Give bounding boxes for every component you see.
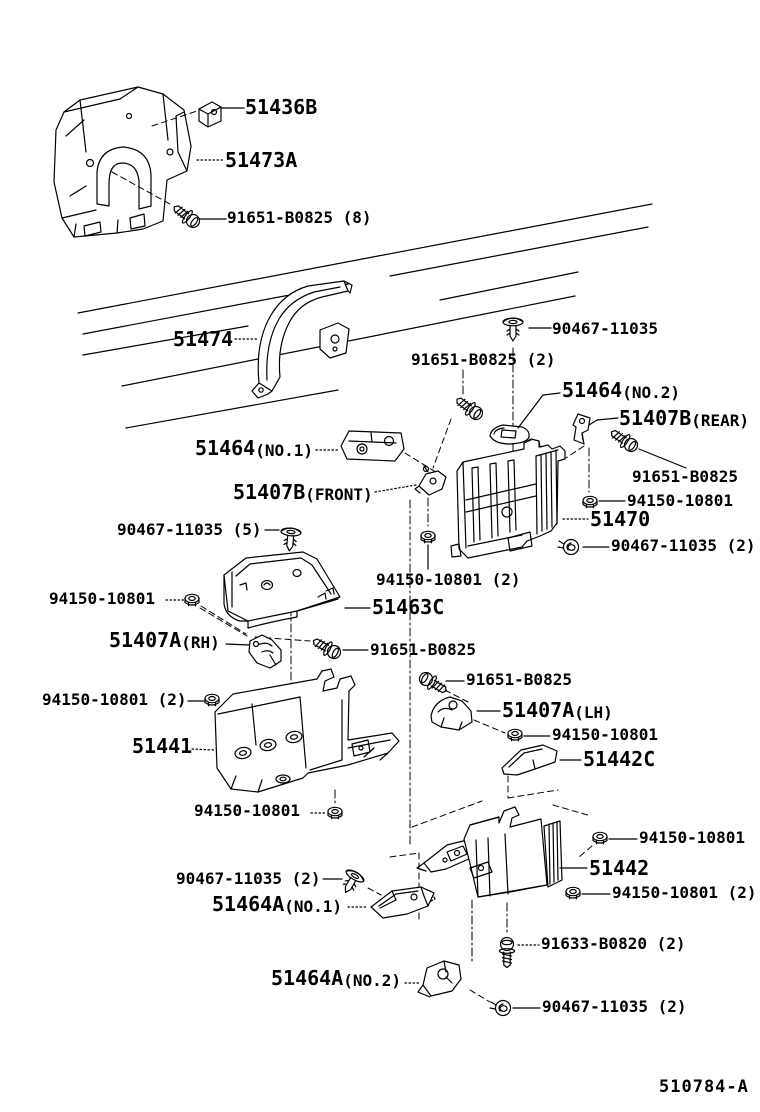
callout-91651-b0825-2: 91651-B0825 (2) (411, 350, 556, 369)
bolt-icon (499, 938, 514, 968)
callout-51464-no2: 51464 (NO.2) (562, 378, 681, 402)
callout-94150-10801: 94150-10801 (194, 801, 300, 820)
part-51441-drawing (215, 669, 399, 792)
callout-94150-10801: 94150-10801 (627, 491, 733, 510)
callout-51463c: 51463C (372, 595, 445, 619)
callout-91651-b0825: 91651-B0825 (370, 640, 476, 659)
part-51463c-drawing (224, 552, 340, 628)
callout-51436b: 51436B (245, 95, 318, 119)
grommet-clip-icon (558, 540, 579, 555)
callout-51441: 51441 (132, 734, 193, 758)
callout-51407a-lh: 51407A (LH) (502, 698, 613, 722)
callout-51442: 51442 (589, 856, 650, 880)
clip-51436b-icon (199, 102, 221, 127)
part-51407b-front-drawing (415, 466, 446, 495)
callout-94150-10801-2: 94150-10801 (2) (612, 883, 757, 902)
part-51407b-rear-drawing (573, 414, 590, 444)
callout-51407b-front: 51407B (FRONT) (233, 480, 373, 504)
callout-90467-11035-2: 90467-11035 (2) (176, 869, 321, 888)
callout-94150-10801-2: 94150-10801 (2) (42, 690, 187, 709)
part-51407a-rh-drawing (249, 635, 281, 668)
callout-91651-b0825: 91651-B0825 (466, 670, 572, 689)
bolt-icon (453, 393, 486, 423)
callout-91651-b0825: 91651-B0825 (632, 467, 738, 486)
part-51407a-lh-drawing (431, 697, 472, 730)
part-51474-drawing (252, 281, 352, 398)
pushpin-clip-icon (337, 868, 366, 898)
callout-51407b-rear: 51407B (REAR) (619, 406, 750, 430)
callout-90467-11035: 90467-11035 (552, 319, 658, 338)
callout-51464a-no1: 51464A (NO.1) (212, 892, 343, 916)
nut-icon (421, 531, 435, 543)
nut-icon (593, 832, 607, 844)
bolt-icon (417, 669, 451, 697)
callout-51470: 51470 (590, 507, 651, 531)
pushpin-clip-icon (503, 318, 523, 341)
callout-51442c: 51442C (583, 747, 656, 771)
part-51464-no1-drawing (341, 431, 404, 461)
callout-51407a-rh: 51407A (RH) (109, 628, 220, 652)
callout-91633-b0820-2: 91633-B0820 (2) (541, 934, 686, 953)
callout-94150-10801: 94150-10801 (552, 725, 658, 744)
part-51464-no2-drawing (490, 425, 529, 444)
callout-94150-10801: 94150-10801 (639, 828, 745, 847)
part-51464a-no1-drawing (371, 887, 434, 918)
callout-51474: 51474 (173, 327, 234, 351)
bolt-icon (170, 201, 203, 231)
bolt-icon (310, 634, 344, 662)
part-51473a-drawing (54, 87, 191, 237)
nut-icon (566, 887, 580, 899)
callout-51473a: 51473A (225, 148, 298, 172)
part-51442c-drawing (502, 745, 557, 775)
nut-icon (328, 807, 342, 819)
callout-90467-11035-5: 90467-11035 (5) (117, 520, 262, 539)
part-51442-drawing (417, 807, 562, 905)
callout-94150-10801-2: 94150-10801 (2) (376, 570, 521, 589)
diagram-code: 510784-A (659, 1077, 749, 1097)
part-51470-drawing (451, 439, 565, 558)
callout-91651-b0825-8: 91651-B0825 (8) (227, 208, 372, 227)
callout-90467-11035-2: 90467-11035 (2) (542, 997, 687, 1016)
callout-51464a-no2: 51464A (NO.2) (271, 966, 402, 990)
nut-icon (508, 729, 522, 741)
nut-icon (205, 694, 219, 706)
part-51464a-no2-drawing (418, 961, 461, 997)
callout-51464-no1: 51464 (NO.1) (195, 436, 314, 460)
callout-94150-10801: 94150-10801 (49, 589, 155, 608)
grommet-clip-icon (490, 1001, 511, 1016)
nut-icon (185, 594, 199, 606)
pushpin-clip-icon (279, 527, 301, 552)
callout-90467-11035-2: 90467-11035 (2) (611, 536, 756, 555)
